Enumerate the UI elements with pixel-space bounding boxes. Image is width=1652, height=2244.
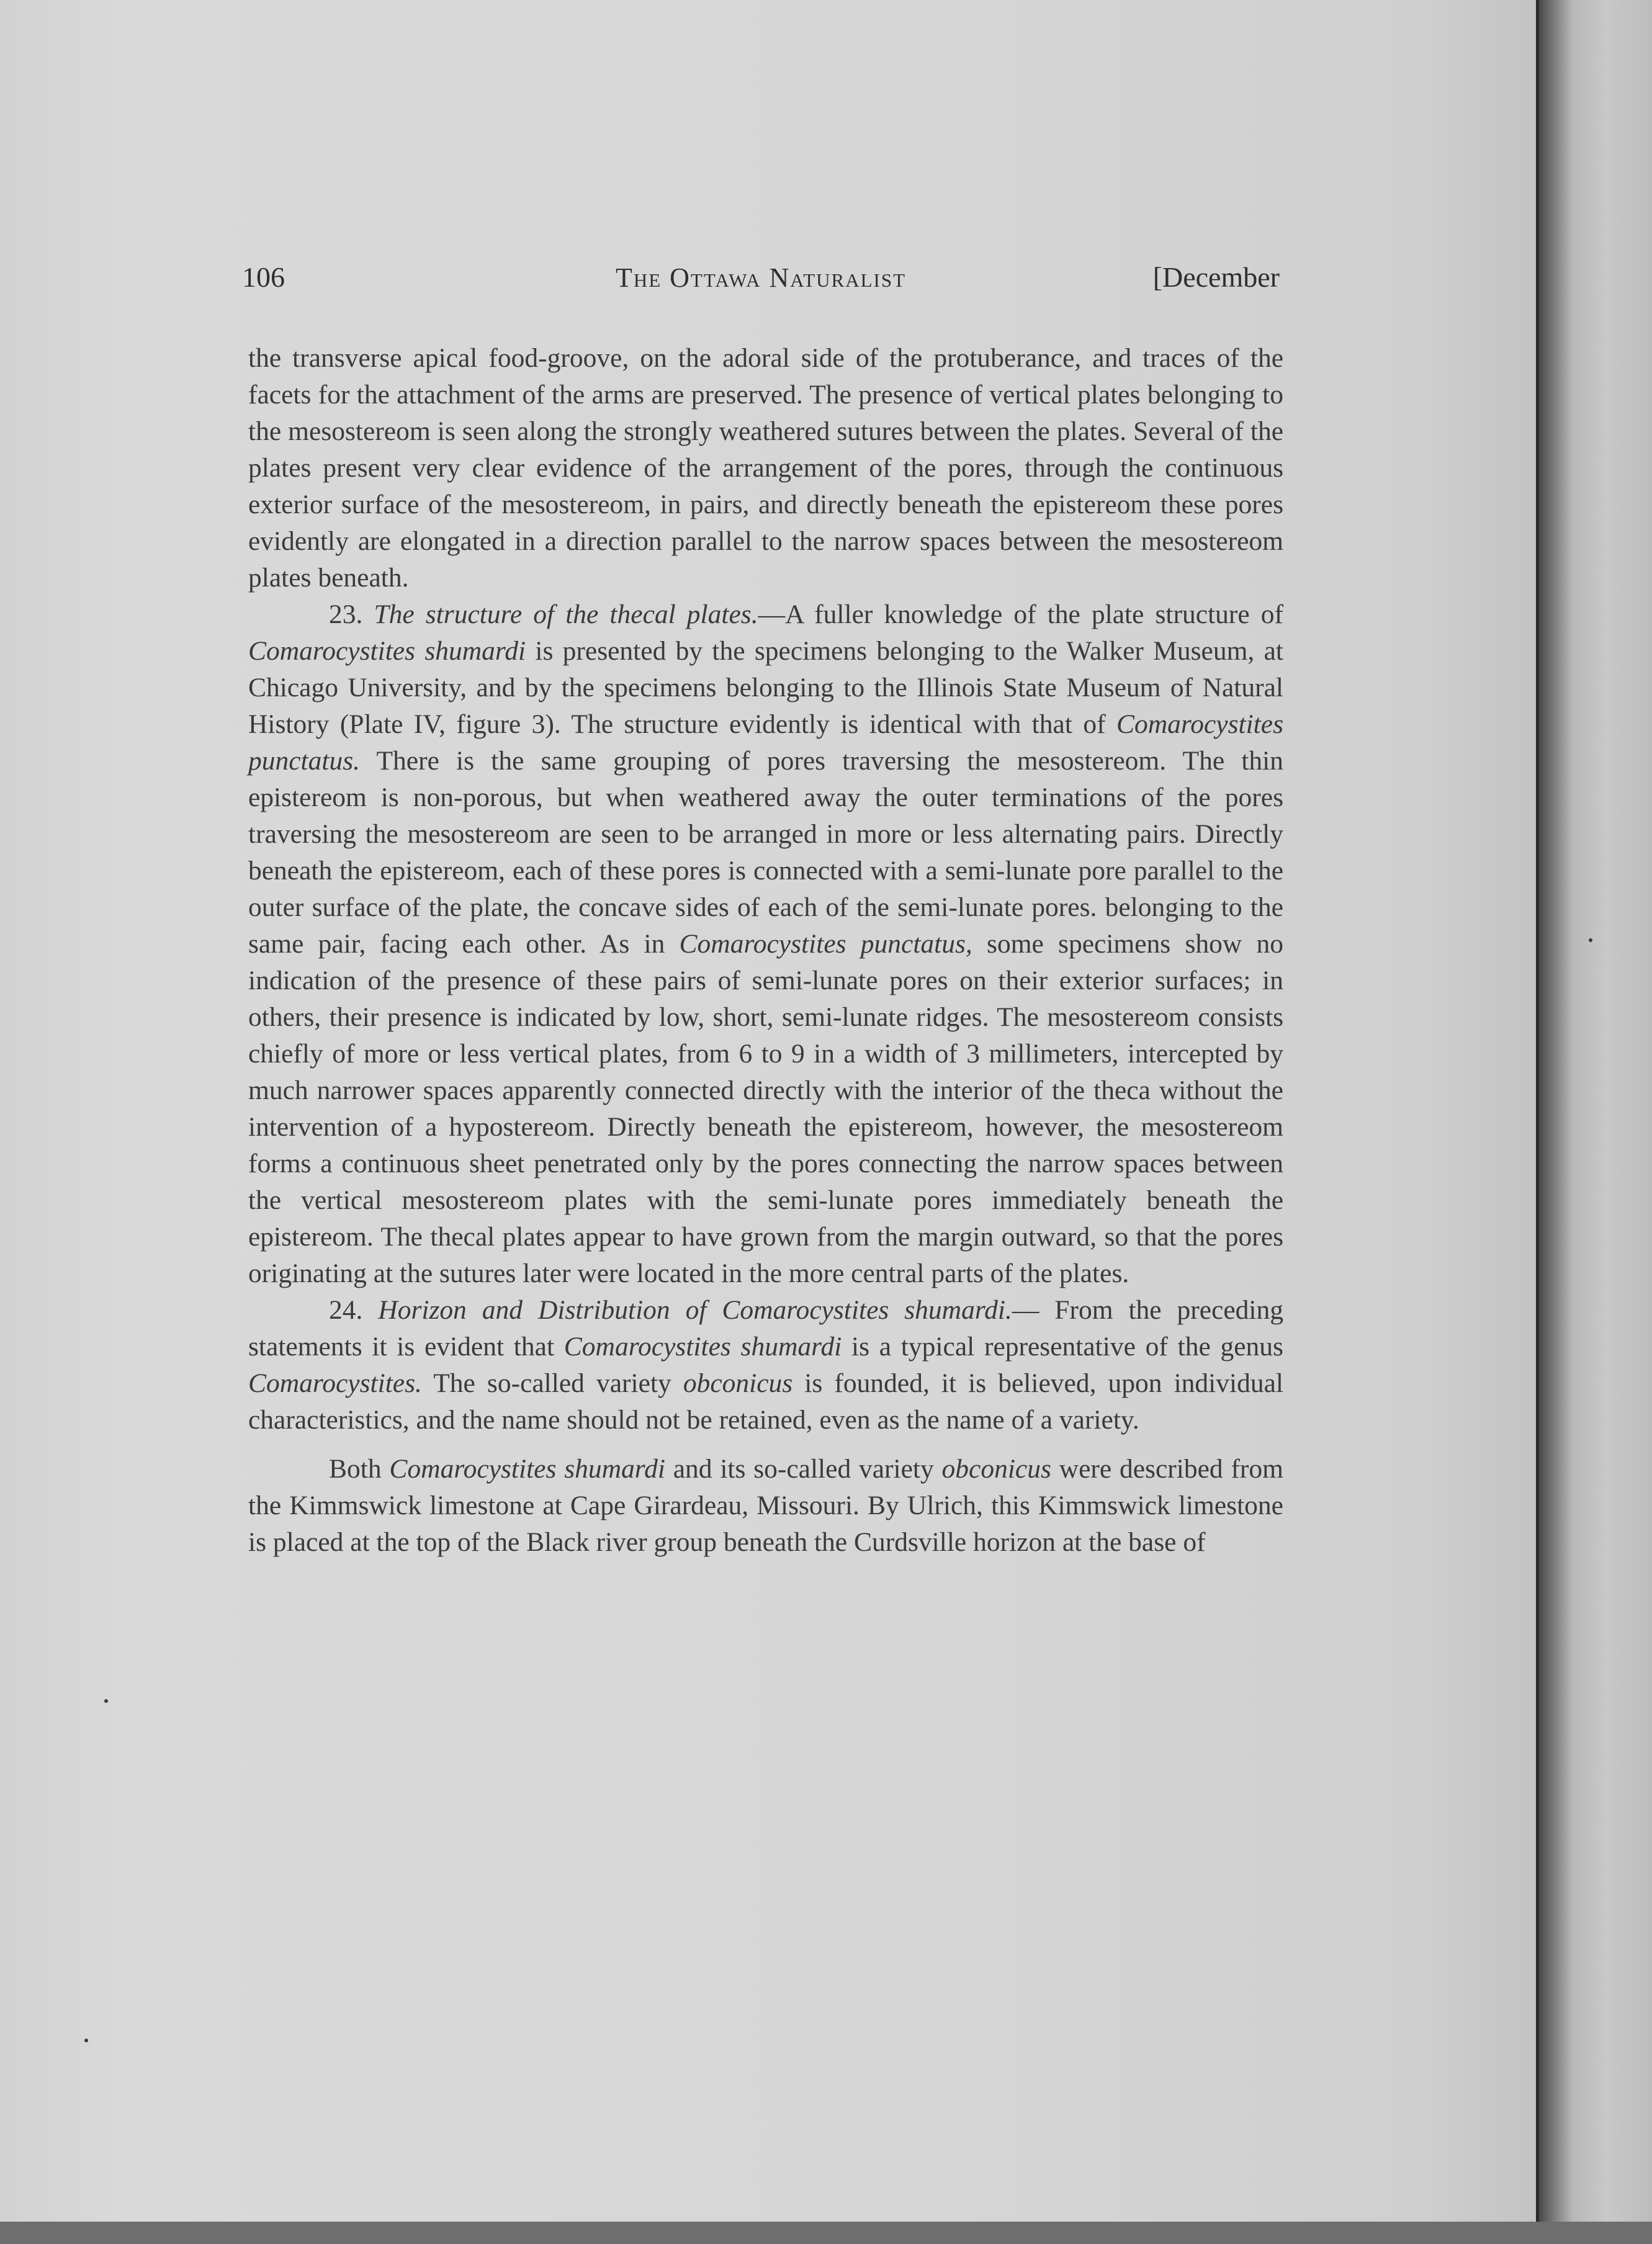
italic-text-segment: Comarocystites punctatus. — [248, 709, 1283, 776]
text-segment: is presented by the specimens belonging to the Walker Museum, at Chicago University, and by the specimens belonging to the Illinois State Museum of Natural History (Plate IV, figure 3). The structure evidently is identical with that of — [248, 636, 1283, 739]
dust-speck — [104, 1699, 108, 1703]
scan-border — [0, 2222, 1652, 2244]
paragraph — [248, 1292, 1283, 1438]
journal-title: The Ottawa Naturalist — [615, 263, 907, 293]
italic-text-segment: Comarocystites shumardi — [389, 1454, 665, 1484]
text-segment: 24. — [329, 1295, 379, 1325]
text-segment: is founded, it is believed, upon individual characteristics, and the name should not be retained, even as the name of a variety. — [248, 1368, 1283, 1435]
text-segment: some specimens show no indication of the presence of these pairs of semi-lunate pores on their exterior surfaces; in others, their presence is indicated by low, short, semi-lunate ridges. The mesostereom consists chiefly of more or less vertical plates, from 6 to 9 in a width of 3 millimeters, intercepted by much narrower spaces apparently connected directly with the interior of the theca without the intervention of a hypostereom. Directly beneath the epistereom, however, the mesostereom forms a continuous sheet penetrated only by the pores connecting the narrow spaces between the vertical mesostereom plates with the semi-lunate pores immediately beneath the epistereom. The thecal plates appear to have grown from the margin outward, so that the pores originating at the sutures later were located in the more central parts of the plates. — [248, 929, 1283, 1288]
paragraph — [248, 1451, 1283, 1561]
italic-text-segment: Horizon and Distribution of Comarocystites shumardi. — [378, 1295, 1012, 1325]
adjacent-page-edge — [1539, 0, 1652, 2244]
text-segment: is a typical representative of the genus — [842, 1332, 1283, 1362]
italic-text-segment: Comarocystites shumardi — [248, 636, 526, 666]
text-segment: — From the preceding statements it is evident that — [248, 1295, 1284, 1362]
text-segment: 23. — [329, 599, 374, 629]
text-segment: The so-called variety — [421, 1368, 683, 1398]
text-segment: Both — [329, 1454, 390, 1484]
page-number: 106 — [242, 261, 285, 293]
running-header — [242, 261, 1280, 304]
italic-text-segment: Comarocystites punctatus, — [679, 929, 972, 959]
paragraph — [248, 596, 1283, 1292]
paragraph — [248, 340, 1283, 596]
text-segment: the transverse apical food-groove, on the adoral side of the protuberance, and traces of the facets for the attachment of the arms are preserved. The presence of vertical plates belonging to the mesostereom is seen along the strongly weathered sutures between the plates. Several of the plates present very clear evidence of the arrangement of the pores, through the continuous exterior surface of the mesostereom, in pairs, and directly beneath the epistereom these pores evidently are elongated in a direction parallel to the narrow spaces between the mesostereom plates beneath. — [248, 343, 1283, 593]
italic-text-segment: obconicus — [941, 1454, 1051, 1484]
article-body — [248, 340, 1283, 1561]
italic-text-segment: obconicus — [683, 1368, 793, 1398]
text-segment: There is the same grouping of pores traversing the mesostereom. The thin epistereom is non-porous, but when weathered away the outer terminations of the pores traversing the mesostereom are seen to be arranged in more or less alternating pairs. Directly beneath the epistereom, each of these pores is connected with a semi-lunate pore parallel to the outer surface of the plate, the concave sides of each of the semi-lunate pores. belonging to the same pair, facing each other. As in — [248, 746, 1283, 959]
italic-text-segment: Comarocystites shumardi — [563, 1332, 842, 1362]
italic-text-segment: Comarocystites. — [248, 1368, 422, 1398]
dust-speck — [84, 2039, 88, 2042]
text-segment: and its so-called variety — [665, 1454, 942, 1484]
text-segment: —A fuller knowledge of the plate structure of — [758, 599, 1283, 629]
issue-month: [December — [1152, 261, 1280, 293]
dust-speck — [1589, 938, 1592, 942]
text-segment: were described from the Kimmswick limestone at Cape Girardeau, Missouri. By Ulrich, this Kimmswick limestone is placed at the top of the Black river group beneath the Curdsville horizon at the base of — [248, 1454, 1284, 1557]
italic-text-segment: The structure of the thecal plates. — [374, 599, 758, 629]
